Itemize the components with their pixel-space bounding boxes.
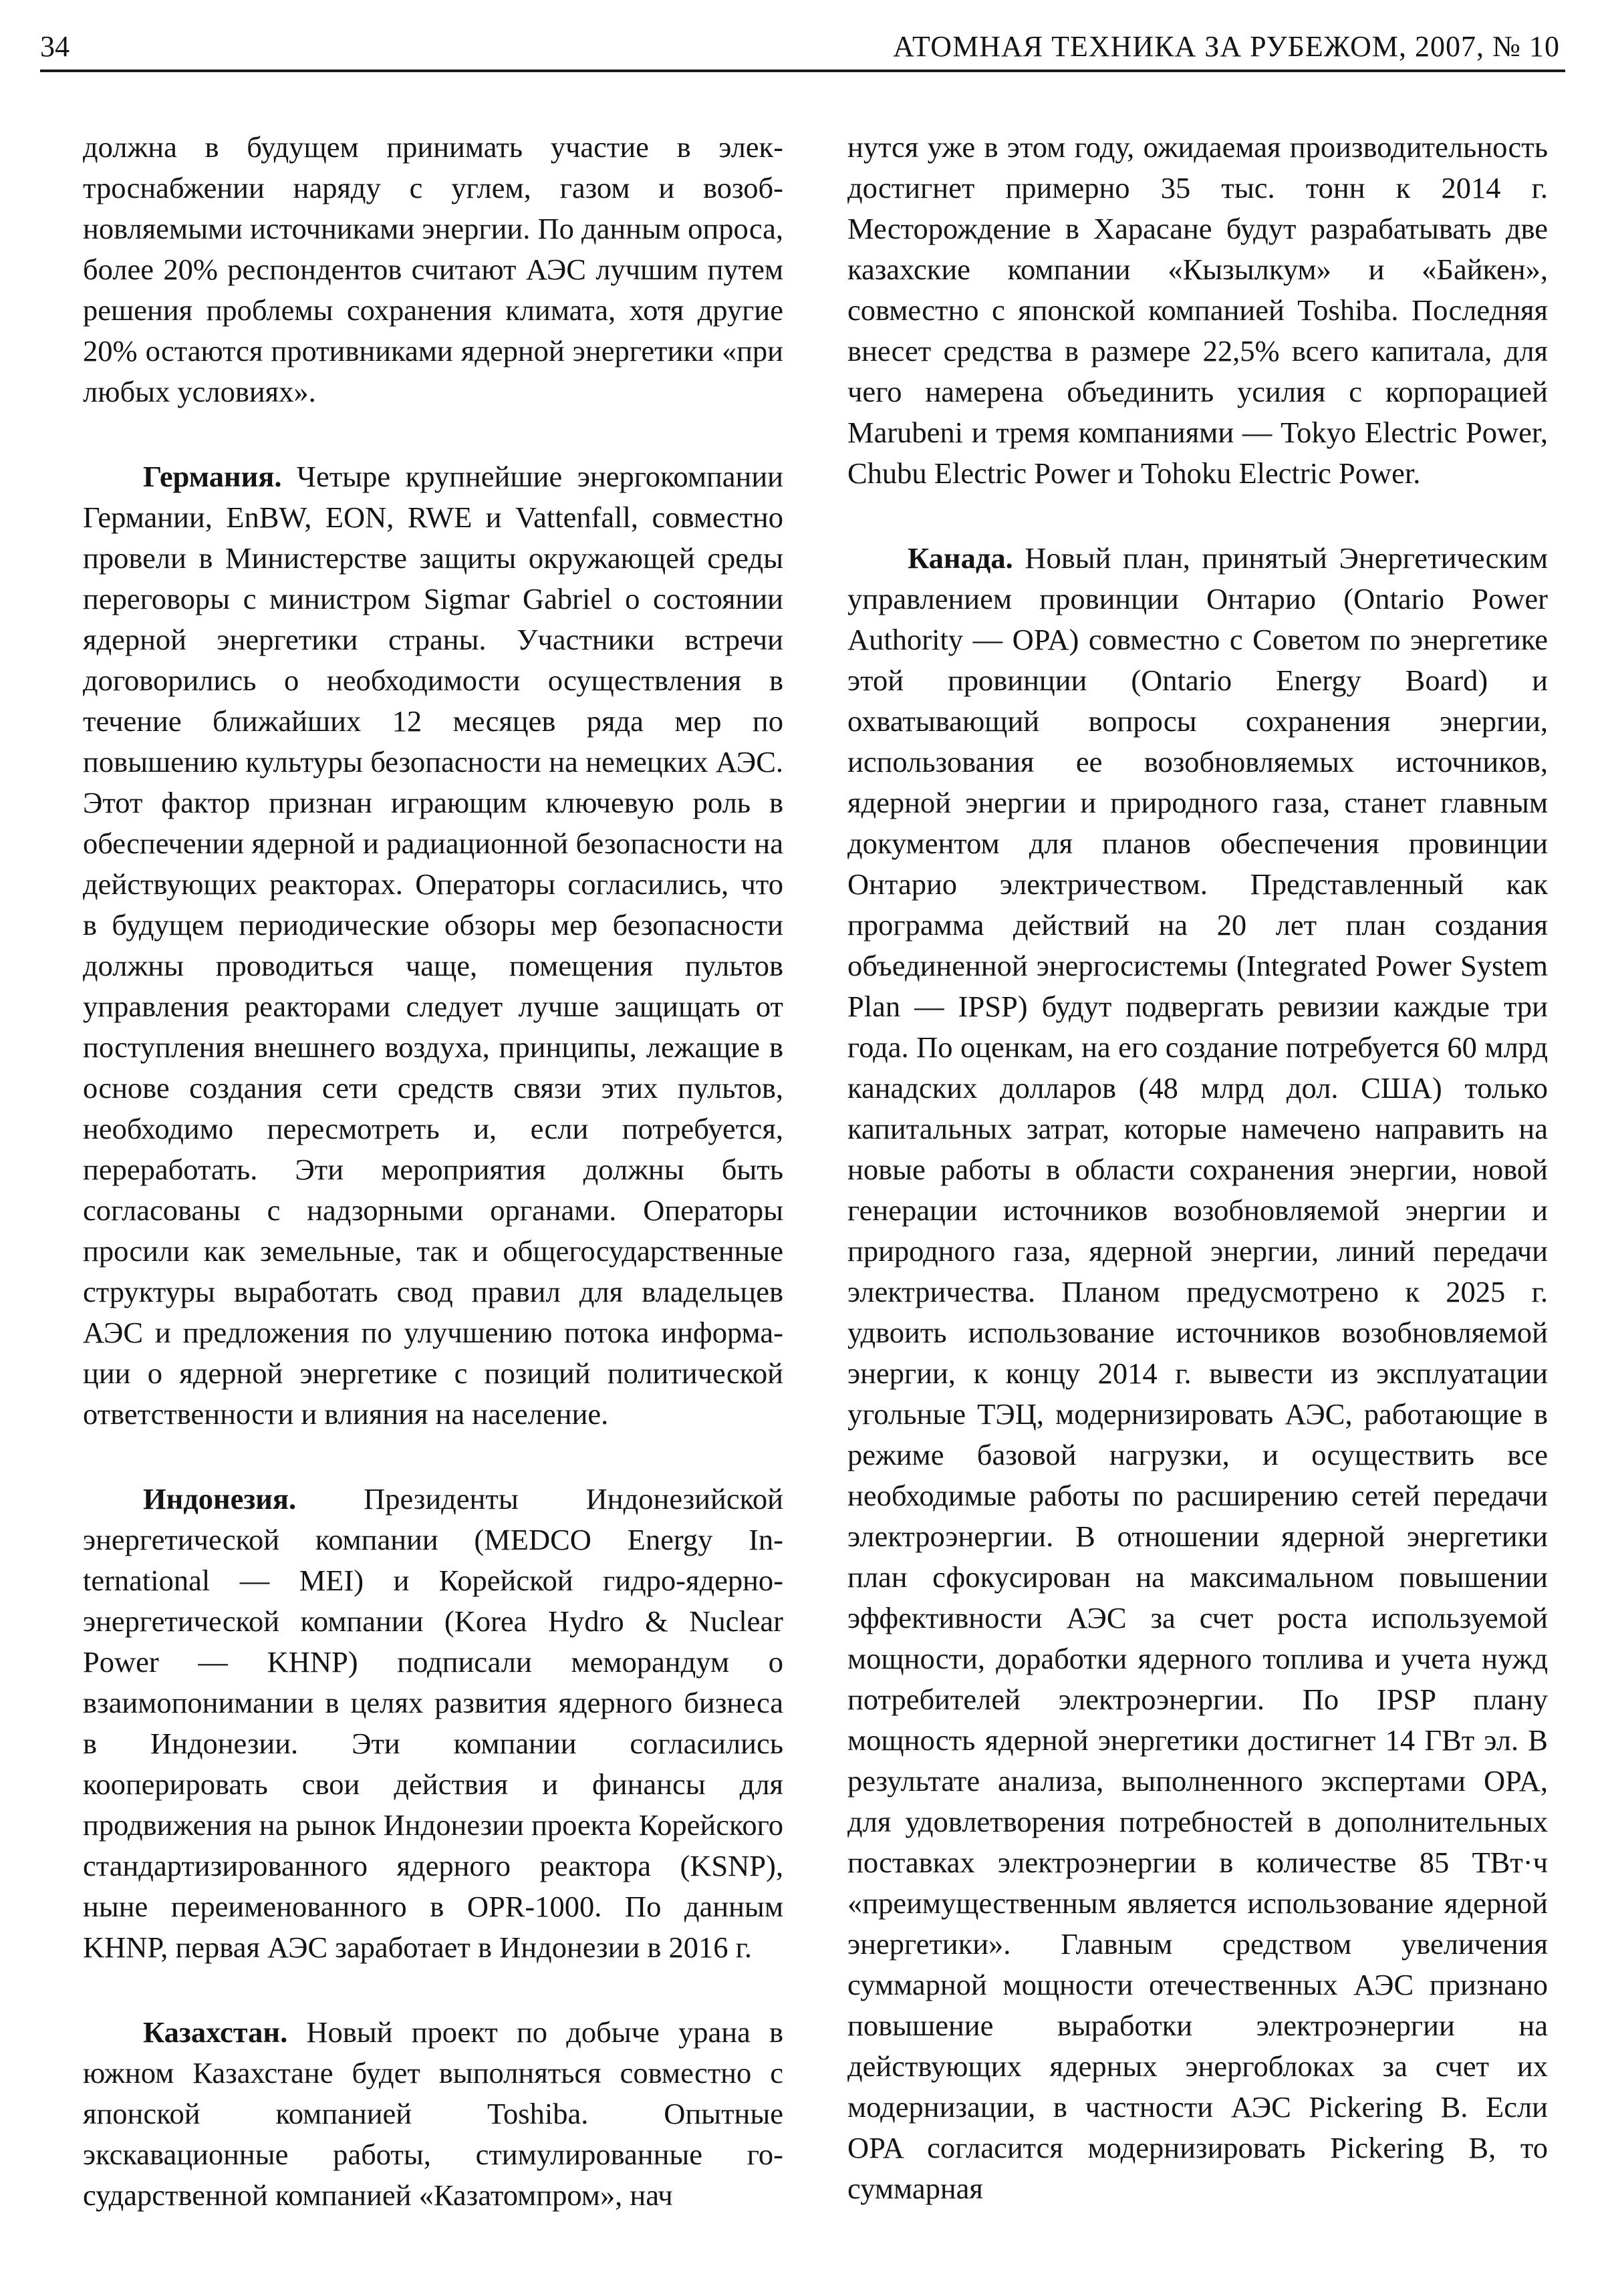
paragraph-text: нутся уже в этом году, ожидаемая производительность достигнет примерно 35 тыс. тонн к 2014 г. Месторождение в Харасане будут разрабатывать две казахские компании «Кызылкум» и «Байкен», совместно с японской компанией Toshiba. Последняя внесет средства в размере 22,5% всего капитала, для чего намерена объединить усилия с корпорацией Marubeni и тремя компаниями — Tokyo Electric Power, Chubu Electric Power и Tohoku Electric Power. bbox=[847, 130, 1548, 490]
paragraph-kazakhstan bbox=[83, 2012, 783, 2216]
paragraph-kazakhstan-continued bbox=[847, 127, 1548, 494]
paragraph-continued bbox=[83, 127, 783, 412]
paragraph-text: Президенты Индонезийской энергетической компании (MEDCO Energy International — MEI) и Корейской гидро-ядерно-энергетической компании (Korea Hydro & Nuclear Power — KHNP) подписали меморандум о взаимопонимании в целях развития ядерного бизнеса в Индонезии. Эти компании согласились кооперировать свои действия и финансы для продвижения на рынок Индонезии проекта Корейского стандартизированного ядерного реактора (KSNP), ныне переименованного в OPR-1000. По данным KHNP, первая АЭС заработает в Индонезии в 2016 г. bbox=[83, 1482, 783, 1964]
paragraph-text: Четыре крупнейшие энергокомпании Германии, EnBW, EON, RWE и Vattenfall, совместно провели в Министерстве защиты окружающей среды переговоры с министром Sigmar Gabriel о состоянии ядерной энергетики страны. Участники встречи договорились о необходимости осуществления в течение ближайших 12 месяцев ряда мер по повышению культуры безопасности на немецких АЭС. Этот фактор признан играющим ключевую роль в обеспечении ядерной и радиационной безопасности на действующих реакторах. Операторы согласились, что в будущем периодические обзоры мер безопасности должны проводиться чаще, помещения пультов управления реакторами следует лучше защищать от поступления внешнего воздуха, принципы, лежащие в основе создания сети средств связи этих пультов, необходимо пересмотреть и, если потребуется, переработать. Эти мероприятия должны быть согласованы с надзорными органами. Операторы просили как земельные, так и общегосударственные структуры выработать свод правил для владельцев АЭС и предложения по улучшению потока информации о ядерной энергетике с позиций политической ответственности и влияния на население. bbox=[83, 460, 783, 1431]
right-column bbox=[847, 127, 1548, 2209]
paragraph-text: Новый план, принятый Энергетическим управлением провинции Онтарио (Ontario Power Authority — OPA) совместно с Советом по энергетике этой провинции (Ontario Energy Board) и охватывающий вопросы сохранения энергии, использования ее возобновляемых источников, ядерной энергии и природного газа, станет главным документом для планов обеспечения провинции Онтарио электричеством. Представленный как программа действий на 20 лет план создания объединенной энергосистемы (Integrated Power System Plan — IPSP) будут подвергать ревизии каждые три года. По оценкам, на его создание потребуется 60 млрд канадских долларов (48 млрд дол. США) только капитальных затрат, которые намечено направить на новые работы в области сохранения энергии, новой генерации источников возобновляемой энергии и природного газа, ядерной энергии, линий передачи электричества. Планом предусмотрено к 2025 г. удвоить использование источников возобновляемой энергии, к концу 2014 г. вывести из эксплуатации угольные ТЭЦ, модернизировать АЭС, работающие в режиме базовой нагрузки, и осуществить все необходимые работы по расширению сетей передачи электроэнергии. В отношении ядерной энергетики план сфокусирован на максимальном повышении эффективности АЭС за счет роста используемой мощности, доработки ядерного топлива и учета нужд потребителей электроэнергии. По IPSP плану мощность ядерной энергетики достигнет 14 ГВт эл. В результате анализа, выполненного экспертами OPA, для удовлетворения потребностей в дополнительных поставках электроэнергии в количестве 85 ТВт·ч «преимущественным является использование ядерной энергетики». Главным средством увеличения суммарной мощности отечественных АЭС признано повышение выработки электроэнергии на действующих ядерных энергоблоках за счет их модернизации, в частности АЭС Pickering B. Если OPA согласится модернизировать Pickering B, то суммарная bbox=[847, 541, 1548, 2205]
journal-title: АТОМНАЯ ТЕХНИКА ЗА РУБЕЖОМ, 2007, № 10 bbox=[893, 30, 1560, 63]
page-number: 34 bbox=[40, 30, 70, 63]
left-column bbox=[83, 127, 783, 2216]
paragraph-indonesia bbox=[83, 1479, 783, 1968]
section-lead-indonesia: Индонезия. bbox=[143, 1482, 297, 1516]
paragraph-canada bbox=[847, 538, 1548, 2209]
paragraph-text: Новый проект по добыче урана в южном Казахстане будет выполняться совместно с японской компанией Toshiba. Опытные экскавационные работы, стимулированные государственной компанией «Казатомпром», нач bbox=[83, 2015, 783, 2212]
section-lead-germany: Германия. bbox=[143, 460, 282, 493]
paragraph-text: должна в будущем принимать участие в электроснабжении наряду с углем, газом и возобновляемыми источниками энергии. По данным опроса, более 20% респондентов считают АЭС лучшим путем решения проблемы сохранения климата, хотя другие 20% остаются противниками ядерной энергетики «при любых условиях». bbox=[83, 130, 784, 408]
page-header bbox=[40, 27, 1564, 67]
paragraph-germany bbox=[83, 456, 783, 1435]
section-lead-kazakhstan: Казахстан. bbox=[143, 2015, 288, 2049]
header-rule bbox=[40, 69, 1565, 72]
section-lead-canada: Канада. bbox=[908, 541, 1013, 575]
